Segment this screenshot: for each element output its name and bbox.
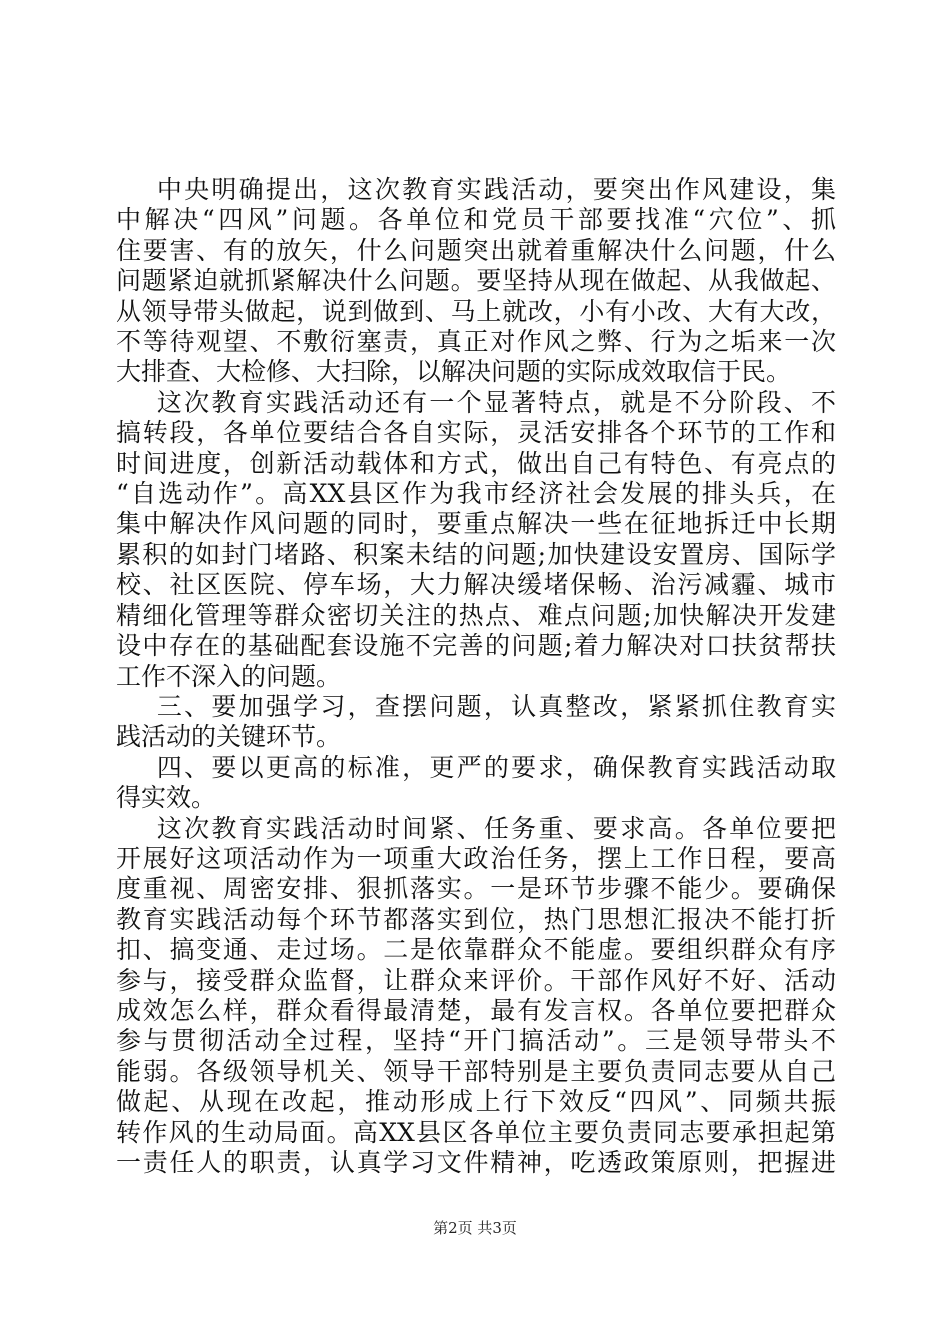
text-line: 能弱。各级领导机关、领导干部特别是主要负责同志要从自己 [116, 1056, 836, 1086]
text-line: 不等待观望、不敷衍塞责，真正对作风之弊、行为之垢来一次 [116, 327, 836, 357]
text-line: 一责任人的职责，认真学习文件精神，吃透政策原则，把握进 [116, 1148, 836, 1177]
text-line: 从领导带头做起，说到做到、马上就改，小有小改、大有大改， [116, 296, 836, 326]
text-line: 做起、从现在改起，推动形成上行下效反“四风”、同频共振 [116, 1087, 836, 1117]
text-line: 开展好这项活动作为一项重大政治任务，摆上工作日程，要高 [116, 843, 836, 873]
text-line: 这次教育实践活动还有一个显著特点，就是不分阶段、不 [116, 387, 836, 417]
text-line: 参与贯彻活动全过程，坚持“开门搞活动”。三是领导带头不 [116, 1026, 836, 1056]
text-line: 扣、搞变通、走过场。二是依靠群众不能虚。要组织群众有序 [116, 935, 836, 965]
text-line: 工作不深入的问题。 [116, 661, 342, 691]
text-line: 设中存在的基础配套设施不完善的问题;着力解决对口扶贫帮扶 [116, 631, 836, 661]
text-line: 三、要加强学习，查摆问题，认真整改，紧紧抓住教育实 [116, 691, 836, 721]
text-line: 累积的如封门堵路、积案未结的问题;加快建设安置房、国际学 [116, 539, 836, 569]
text-line: 践活动的关键环节。 [116, 722, 342, 752]
text-line: 搞转段，各单位要结合各自实际，灵活安排各个环节的工作和 [116, 418, 836, 448]
text-line: 中央明确提出，这次教育实践活动，要突出作风建设，集 [116, 175, 836, 204]
text-line: 精细化管理等群众密切关注的热点、难点问题;加快解决开发建 [116, 600, 836, 630]
text-line: 大排查、大检修、大扫除，以解决问题的实际成效取信于民。 [116, 357, 792, 387]
text-line: 问题紧迫就抓紧解决什么问题。要坚持从现在做起、从我做起、 [116, 266, 836, 296]
text-line: 转作风的生动局面。高XX县区各单位主要负责同志要承担起第 [116, 1117, 836, 1147]
text-line: 这次教育实践活动时间紧、任务重、要求高。各单位要把 [116, 813, 836, 843]
text-line: 集中解决作风问题的同时，要重点解决一些在征地拆迁中长期 [116, 509, 836, 539]
text-line: 中解决“四风”问题。各单位和党员干部要找准“穴位”、抓 [116, 205, 836, 235]
body-text [116, 175, 836, 1178]
text-line: “自选动作”。高XX县区作为我市经济社会发展的排头兵，在 [116, 479, 836, 509]
text-line: 时间进度，创新活动载体和方式，做出自己有特色、有亮点的 [116, 448, 836, 478]
text-line: 得实效。 [116, 783, 217, 813]
text-line: 四、要以更高的标准，更严的要求，确保教育实践活动取 [116, 752, 836, 782]
text-line: 校、社区医院、停车场，大力解决缓堵保畅、治污减霾、城市 [116, 570, 836, 600]
text-line: 度重视、周密安排、狠抓落实。一是环节步骤不能少。要确保 [116, 874, 836, 904]
text-line: 成效怎么样，群众看得最清楚，最有发言权。各单位要把群众 [116, 995, 836, 1025]
text-line: 住要害、有的放矢，什么问题突出就着重解决什么问题，什么 [116, 235, 836, 265]
text-line: 参与，接受群众监督，让群众来评价。干部作风好不好、活动 [116, 965, 836, 995]
text-line: 教育实践活动每个环节都落实到位，热门思想汇报决不能打折 [116, 904, 836, 934]
page-footer: 第2页 共3页 [433, 1219, 517, 1237]
